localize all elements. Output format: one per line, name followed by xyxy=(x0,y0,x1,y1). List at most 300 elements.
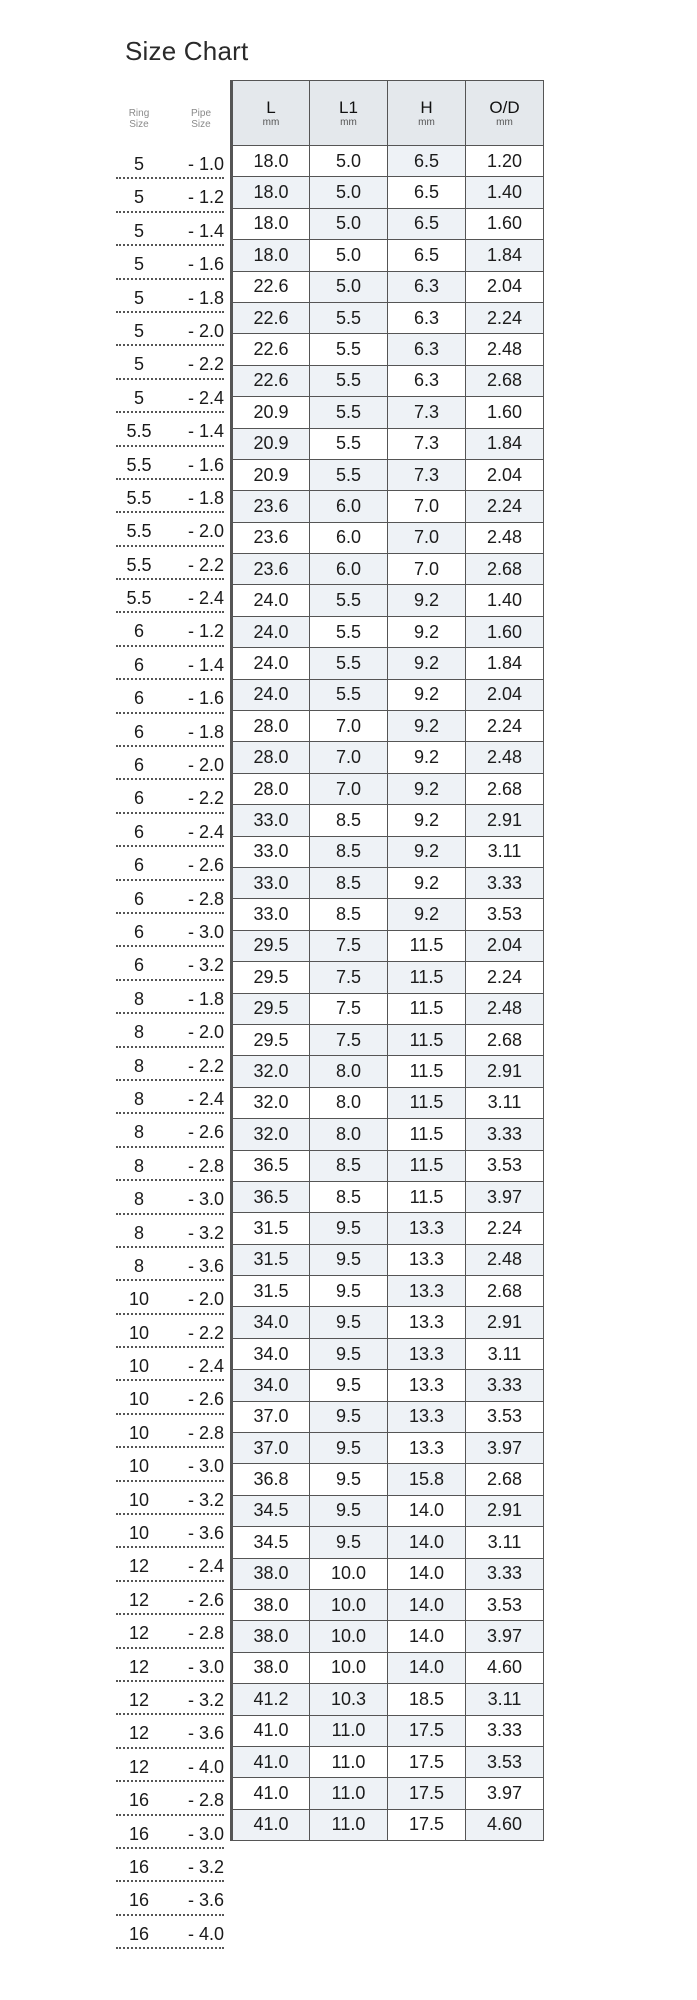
dotted-leader xyxy=(116,845,224,847)
table-cell: 5.0 xyxy=(310,177,388,208)
ring-size: 5.5 xyxy=(126,521,152,542)
ring-size: 12 xyxy=(128,1556,150,1577)
table-cell: 5.5 xyxy=(310,585,388,616)
table-row xyxy=(232,522,544,553)
table-cell: 38.0 xyxy=(232,1652,310,1683)
pipe-size: - 2.4 xyxy=(187,588,224,609)
table-cell: 41.2 xyxy=(232,1684,310,1715)
pipe-size: - 3.2 xyxy=(187,1689,224,1710)
pipe-size: - 1.6 xyxy=(187,454,224,475)
size-label-row xyxy=(116,883,226,916)
table-row xyxy=(232,711,544,742)
column-header xyxy=(388,81,466,146)
ring-size: 8 xyxy=(133,1022,144,1043)
table-row xyxy=(232,1558,544,1589)
table-cell: 7.3 xyxy=(388,459,466,490)
table-cell: 3.53 xyxy=(466,1150,544,1181)
table-row xyxy=(232,993,544,1024)
table-cell: 3.53 xyxy=(466,899,544,930)
table-cell: 2.68 xyxy=(466,773,544,804)
ring-size: 16 xyxy=(128,1823,150,1844)
table-cell: 29.5 xyxy=(232,962,310,993)
table-cell: 5.5 xyxy=(310,648,388,679)
size-label-row xyxy=(116,1183,226,1216)
column-header-label: L xyxy=(266,97,276,117)
page-title: Size Chart xyxy=(125,36,249,66)
size-label-row xyxy=(116,1450,226,1483)
table-cell: 2.68 xyxy=(466,1276,544,1307)
table-row xyxy=(232,1213,544,1244)
table-cell: 3.11 xyxy=(466,836,544,867)
dotted-leader xyxy=(116,1546,224,1548)
table-cell: 9.5 xyxy=(310,1527,388,1558)
table-cell: 3.11 xyxy=(466,1527,544,1558)
table-cell: 6.5 xyxy=(388,240,466,271)
table-cell: 13.3 xyxy=(388,1401,466,1432)
ring-size: 5 xyxy=(133,220,144,241)
size-label-row xyxy=(116,1684,226,1717)
size-label-row xyxy=(116,1584,226,1617)
table-row xyxy=(232,1338,544,1369)
table-row xyxy=(232,1307,544,1338)
ring-size: 8 xyxy=(133,1255,144,1276)
ring-size: 6 xyxy=(133,621,144,642)
ring-size: 10 xyxy=(128,1356,150,1377)
table-cell: 7.5 xyxy=(310,1024,388,1055)
size-label-row xyxy=(116,582,226,615)
table-cell: 23.6 xyxy=(232,491,310,522)
table-cell: 8.0 xyxy=(310,1119,388,1150)
table-cell: 24.0 xyxy=(232,585,310,616)
dotted-leader xyxy=(116,1580,224,1582)
table-row xyxy=(232,491,544,522)
column-header-label: H xyxy=(420,97,433,117)
size-label-row xyxy=(116,148,226,181)
pipe-size: - 1.8 xyxy=(187,721,224,742)
size-label-row xyxy=(116,1417,226,1450)
size-label-row xyxy=(116,1217,226,1250)
table-cell: 11.0 xyxy=(310,1746,388,1777)
dotted-leader xyxy=(116,979,224,981)
table-cell: 5.0 xyxy=(310,208,388,239)
ring-size: 8 xyxy=(133,1189,144,1210)
size-label-row xyxy=(116,415,226,448)
table-cell: 29.5 xyxy=(232,993,310,1024)
dotted-leader xyxy=(116,1613,224,1615)
table-cell: 17.5 xyxy=(388,1778,466,1809)
table-cell: 7.0 xyxy=(310,711,388,742)
table-cell: 2.24 xyxy=(466,711,544,742)
size-label-row xyxy=(116,949,226,982)
ring-size: 5 xyxy=(133,320,144,341)
table-row xyxy=(232,1024,544,1055)
dotted-leader xyxy=(116,1680,224,1682)
table-row xyxy=(232,1527,544,1558)
table-cell: 17.5 xyxy=(388,1746,466,1777)
ring-size: 6 xyxy=(133,921,144,942)
table-cell: 17.5 xyxy=(388,1715,466,1746)
table-cell: 15.8 xyxy=(388,1464,466,1495)
ring-size: 5 xyxy=(133,154,144,174)
table-row xyxy=(232,1652,544,1683)
table-cell: 8.5 xyxy=(310,805,388,836)
size-label-row xyxy=(116,1517,226,1550)
dotted-leader xyxy=(116,1747,224,1749)
ring-size: 5 xyxy=(133,287,144,308)
ring-size: 16 xyxy=(128,1790,150,1811)
table-cell: 2.48 xyxy=(466,742,544,773)
dotted-leader xyxy=(116,1213,224,1215)
size-label-row xyxy=(116,1784,226,1817)
table-cell: 7.0 xyxy=(388,554,466,585)
table-cell: 11.0 xyxy=(310,1715,388,1746)
table-cell: 6.0 xyxy=(310,522,388,553)
table-cell: 9.5 xyxy=(310,1370,388,1401)
pipe-size: - 2.8 xyxy=(187,1790,224,1811)
ring-size: 6 xyxy=(133,721,144,742)
pipe-size: - 2.6 xyxy=(187,1389,224,1410)
ring-size: 8 xyxy=(133,1055,144,1076)
table-cell: 29.5 xyxy=(232,1024,310,1055)
column-header-unit: mm xyxy=(496,116,513,128)
pipe-size: - 3.2 xyxy=(187,1222,224,1243)
table-cell: 34.5 xyxy=(232,1495,310,1526)
table-cell: 9.5 xyxy=(310,1433,388,1464)
ring-size-header: Ring Size xyxy=(128,108,150,130)
table-cell: 17.5 xyxy=(388,1809,466,1840)
column-header-label: L1 xyxy=(339,97,358,117)
dotted-leader xyxy=(116,545,224,547)
dotted-leader xyxy=(116,879,224,881)
table-cell: 28.0 xyxy=(232,773,310,804)
table-cell: 3.33 xyxy=(466,1370,544,1401)
dotted-leader xyxy=(116,1279,224,1281)
pipe-size: - 2.0 xyxy=(187,521,224,542)
table-row xyxy=(232,271,544,302)
column-header xyxy=(466,81,544,146)
column-header-unit: mm xyxy=(340,116,357,128)
pipe-size: - 2.6 xyxy=(187,1589,224,1610)
table-cell: 5.5 xyxy=(310,397,388,428)
table-cell: 9.5 xyxy=(310,1401,388,1432)
table-cell: 9.2 xyxy=(388,648,466,679)
table-cell: 9.2 xyxy=(388,836,466,867)
table-cell: 23.6 xyxy=(232,554,310,585)
pipe-size: - 3.0 xyxy=(187,1189,224,1210)
size-label-row xyxy=(116,716,226,749)
table-row xyxy=(232,302,544,333)
table-cell: 24.0 xyxy=(232,616,310,647)
table-cell: 31.5 xyxy=(232,1244,310,1275)
ring-size: 12 xyxy=(128,1723,150,1744)
table-cell: 38.0 xyxy=(232,1558,310,1589)
table-cell: 4.60 xyxy=(466,1809,544,1840)
table-cell: 3.33 xyxy=(466,867,544,898)
ring-size: 6 xyxy=(133,955,144,976)
table-cell: 29.5 xyxy=(232,930,310,961)
ring-size: 5 xyxy=(133,254,144,275)
table-cell: 9.5 xyxy=(310,1276,388,1307)
table-cell: 1.20 xyxy=(466,146,544,177)
table-row xyxy=(232,1370,544,1401)
dotted-leader xyxy=(116,1146,224,1148)
dotted-leader xyxy=(116,1179,224,1181)
table-row xyxy=(232,208,544,239)
table-cell: 9.2 xyxy=(388,899,466,930)
table-cell: 1.84 xyxy=(466,648,544,679)
ring-size: 10 xyxy=(128,1389,150,1410)
pipe-size-header: Pipe Size xyxy=(190,108,211,130)
table-cell: 18.0 xyxy=(232,240,310,271)
table-row xyxy=(232,742,544,773)
column-header xyxy=(232,81,310,146)
table-row xyxy=(232,1464,544,1495)
table-cell: 1.60 xyxy=(466,208,544,239)
size-label-row xyxy=(116,515,226,548)
dotted-leader xyxy=(116,912,224,914)
table-cell: 36.8 xyxy=(232,1464,310,1495)
size-label-row xyxy=(116,615,226,648)
ring-size: 10 xyxy=(128,1489,150,1510)
table-cell: 9.2 xyxy=(388,711,466,742)
table-row xyxy=(232,1684,544,1715)
pipe-size: - 2.2 xyxy=(187,1322,224,1343)
table-cell: 32.0 xyxy=(232,1056,310,1087)
table-row xyxy=(232,1276,544,1307)
table-cell: 2.68 xyxy=(466,1464,544,1495)
size-label-row xyxy=(116,816,226,849)
size-label-row xyxy=(116,348,226,381)
dotted-leader xyxy=(116,1780,224,1782)
table-cell: 34.0 xyxy=(232,1307,310,1338)
size-label-row xyxy=(116,1884,226,1917)
table-cell: 38.0 xyxy=(232,1589,310,1620)
size-label-row xyxy=(116,315,226,348)
dotted-leader xyxy=(116,1947,224,1949)
table-cell: 13.3 xyxy=(388,1213,466,1244)
dotted-leader xyxy=(116,1012,224,1014)
table-cell: 9.5 xyxy=(310,1213,388,1244)
table-cell: 4.60 xyxy=(466,1652,544,1683)
pipe-size: - 1.8 xyxy=(187,287,224,308)
pipe-size: - 2.2 xyxy=(187,354,224,375)
dotted-leader xyxy=(116,378,224,380)
table-cell: 13.3 xyxy=(388,1244,466,1275)
pipe-size: - 3.2 xyxy=(187,1489,224,1510)
dotted-leader xyxy=(116,812,224,814)
table-cell: 7.0 xyxy=(310,742,388,773)
dotted-leader xyxy=(116,344,224,346)
table-row xyxy=(232,177,544,208)
table-cell: 14.0 xyxy=(388,1589,466,1620)
table-cell: 13.3 xyxy=(388,1338,466,1369)
size-label-row xyxy=(116,1283,226,1316)
pipe-size: - 2.8 xyxy=(187,1623,224,1644)
table-cell: 3.33 xyxy=(466,1715,544,1746)
table-cell: 36.5 xyxy=(232,1181,310,1212)
ring-size: 8 xyxy=(133,988,144,1009)
table-cell: 3.33 xyxy=(466,1558,544,1589)
size-chart-table xyxy=(230,80,544,1841)
table-cell: 9.2 xyxy=(388,805,466,836)
ring-size: 5.5 xyxy=(126,454,152,475)
table-cell: 24.0 xyxy=(232,648,310,679)
dotted-leader xyxy=(116,1880,224,1882)
table-row xyxy=(232,1401,544,1432)
size-label-row xyxy=(116,449,226,482)
table-cell: 8.5 xyxy=(310,899,388,930)
pipe-size: - 1.6 xyxy=(187,254,224,275)
column-header-label: O/D xyxy=(489,97,520,117)
table-cell: 1.84 xyxy=(466,428,544,459)
table-cell: 33.0 xyxy=(232,805,310,836)
size-label-row xyxy=(116,1550,226,1583)
table-cell: 3.33 xyxy=(466,1119,544,1150)
table-row xyxy=(232,365,544,396)
table-cell: 37.0 xyxy=(232,1401,310,1432)
table-row xyxy=(232,773,544,804)
table-cell: 7.3 xyxy=(388,397,466,428)
size-label-row xyxy=(116,1651,226,1684)
dotted-leader xyxy=(116,745,224,747)
table-cell: 9.5 xyxy=(310,1495,388,1526)
dotted-leader xyxy=(116,411,224,413)
table-cell: 7.0 xyxy=(310,773,388,804)
table-row xyxy=(232,428,544,459)
pipe-size: - 3.6 xyxy=(187,1255,224,1276)
table-cell: 2.04 xyxy=(466,679,544,710)
ring-size: 5.5 xyxy=(126,554,152,575)
table-cell: 9.2 xyxy=(388,679,466,710)
dotted-leader xyxy=(116,1914,224,1916)
ring-size: 5.5 xyxy=(126,588,152,609)
size-label-row xyxy=(116,983,226,1016)
size-labels-list xyxy=(116,148,226,1951)
table-cell: 20.9 xyxy=(232,459,310,490)
dotted-leader xyxy=(116,244,224,246)
pipe-size: - 3.0 xyxy=(187,921,224,942)
table-cell: 6.3 xyxy=(388,334,466,365)
size-label-row xyxy=(116,1383,226,1416)
size-label-row xyxy=(116,649,226,682)
dotted-leader xyxy=(116,1847,224,1849)
table-cell: 34.0 xyxy=(232,1338,310,1369)
table-row xyxy=(232,554,544,585)
table-cell: 14.0 xyxy=(388,1495,466,1526)
pipe-size: - 1.2 xyxy=(187,621,224,642)
pipe-size: - 4.0 xyxy=(187,1923,224,1944)
dotted-leader xyxy=(116,1046,224,1048)
table-cell: 6.0 xyxy=(310,554,388,585)
ring-size: 8 xyxy=(133,1222,144,1243)
pipe-size: - 2.0 xyxy=(187,755,224,776)
dotted-leader xyxy=(116,1313,224,1315)
pipe-size: - 3.6 xyxy=(187,1890,224,1911)
pipe-size: - 1.2 xyxy=(187,187,224,208)
table-cell: 8.5 xyxy=(310,867,388,898)
pipe-size: - 3.0 xyxy=(187,1823,224,1844)
ring-size: 8 xyxy=(133,1122,144,1143)
table-cell: 14.0 xyxy=(388,1527,466,1558)
ring-size: 10 xyxy=(128,1523,150,1544)
table-row xyxy=(232,1495,544,1526)
pipe-size: - 2.2 xyxy=(187,554,224,575)
dotted-leader xyxy=(116,1379,224,1381)
dotted-leader xyxy=(116,1112,224,1114)
table-row xyxy=(232,1433,544,1464)
table-row xyxy=(232,805,544,836)
pipe-size: - 3.6 xyxy=(187,1723,224,1744)
pipe-size: - 2.6 xyxy=(187,855,224,876)
pipe-size: - 2.4 xyxy=(187,1088,224,1109)
table-cell: 34.5 xyxy=(232,1527,310,1558)
ring-size: 6 xyxy=(133,855,144,876)
dotted-leader xyxy=(116,945,224,947)
table-cell: 6.5 xyxy=(388,146,466,177)
table-cell: 23.6 xyxy=(232,522,310,553)
table-cell: 10.0 xyxy=(310,1558,388,1589)
table-cell: 20.9 xyxy=(232,428,310,459)
table-cell: 11.5 xyxy=(388,1056,466,1087)
table-cell: 9.5 xyxy=(310,1338,388,1369)
table-cell: 14.0 xyxy=(388,1652,466,1683)
table-cell: 11.5 xyxy=(388,1150,466,1181)
table-cell: 2.68 xyxy=(466,365,544,396)
size-label-row xyxy=(116,1250,226,1283)
column-header-unit: mm xyxy=(418,116,435,128)
ring-size: 8 xyxy=(133,1088,144,1109)
pipe-size: - 1.8 xyxy=(187,487,224,508)
size-label-row xyxy=(116,682,226,715)
table-cell: 9.5 xyxy=(310,1244,388,1275)
table-cell: 1.60 xyxy=(466,616,544,647)
table-cell: 36.5 xyxy=(232,1150,310,1181)
table-cell: 2.24 xyxy=(466,1213,544,1244)
pipe-size: - 2.4 xyxy=(187,1556,224,1577)
size-label-row xyxy=(116,482,226,515)
table-cell: 32.0 xyxy=(232,1119,310,1150)
pipe-size: - 3.0 xyxy=(187,1456,224,1477)
table-row xyxy=(232,334,544,365)
table-cell: 5.5 xyxy=(310,459,388,490)
ring-size: 6 xyxy=(133,821,144,842)
table-cell: 3.97 xyxy=(466,1181,544,1212)
table-row xyxy=(232,1119,544,1150)
table-row xyxy=(232,1621,544,1652)
pipe-size: - 1.4 xyxy=(187,220,224,241)
size-label-row xyxy=(116,1083,226,1116)
pipe-size: - 2.4 xyxy=(187,821,224,842)
table-cell: 8.5 xyxy=(310,1181,388,1212)
table-row xyxy=(232,397,544,428)
size-label-row xyxy=(116,1918,226,1951)
ring-size: 6 xyxy=(133,654,144,675)
table-row xyxy=(232,1589,544,1620)
table-cell: 6.3 xyxy=(388,271,466,302)
dotted-leader xyxy=(116,211,224,213)
dotted-leader xyxy=(116,445,224,447)
table-cell: 6.5 xyxy=(388,208,466,239)
column-header xyxy=(310,81,388,146)
table-cell: 7.0 xyxy=(388,491,466,522)
table-row xyxy=(232,1746,544,1777)
table-cell: 5.0 xyxy=(310,146,388,177)
size-label-row xyxy=(116,215,226,248)
pipe-size: - 3.2 xyxy=(187,1856,224,1877)
pipe-size: - 1.6 xyxy=(187,688,224,709)
table-row xyxy=(232,1244,544,1275)
table-cell: 8.5 xyxy=(310,836,388,867)
